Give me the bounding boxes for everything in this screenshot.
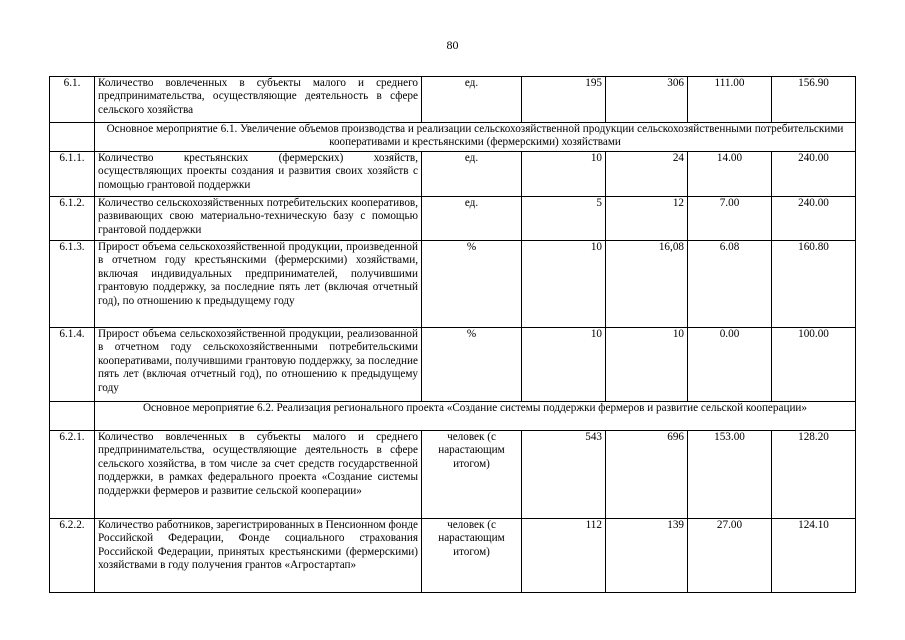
delta-value-cell: 6.08 xyxy=(688,241,772,328)
section-title: Основное мероприятие 6.2. Реализация регионального проекта «Создание системы поддержки фермеров и развитие сельской кооперации» xyxy=(95,402,856,431)
table-row xyxy=(50,431,856,519)
unit-cell: человек (с нарастающим итогом) xyxy=(422,431,522,519)
table-row xyxy=(50,77,856,123)
unit-cell: ед. xyxy=(422,77,522,123)
base-value-cell: 5 xyxy=(522,197,606,241)
base-value-cell: 195 xyxy=(522,77,606,123)
percent-value-cell: 160.80 xyxy=(772,241,856,328)
unit-cell: ед. xyxy=(422,152,522,197)
indicator-name: Количество сельскохозяйственных потребительских кооперативов, развивающих свою материально-техническую базу с помощью грантовой поддержки xyxy=(95,197,422,241)
indicator-name: Количество вовлеченных в субъекты малого и среднего предпринимательства, осуществляющие деятельность в сфере сельского хозяйства, в том числе за счет средств государственной поддержки, в рамках федерального проекта «Создание системы поддержки фермеров и развитие сельской кооперации» xyxy=(95,431,422,519)
delta-value-cell: 7.00 xyxy=(688,197,772,241)
plan-value-cell: 24 xyxy=(606,152,688,197)
base-value-cell: 10 xyxy=(522,152,606,197)
plan-value-cell: 139 xyxy=(606,519,688,593)
table-row xyxy=(50,197,856,241)
delta-value-cell: 0.00 xyxy=(688,328,772,402)
row-number: 6.2.1. xyxy=(50,431,95,519)
section-row xyxy=(50,402,856,431)
plan-value-cell: 10 xyxy=(606,328,688,402)
row-number: 6.1. xyxy=(50,77,95,123)
table-row xyxy=(50,519,856,593)
table-row xyxy=(50,328,856,402)
table-row xyxy=(50,241,856,328)
row-number: 6.1.3. xyxy=(50,241,95,328)
indicator-name: Количество крестьянских (фермерских) хозяйств, осуществляющих проекты создания и развития своих хозяйств с помощью грантовой поддержки xyxy=(95,152,422,197)
delta-value-cell: 153.00 xyxy=(688,431,772,519)
base-value-cell: 543 xyxy=(522,431,606,519)
indicator-name: Количество вовлеченных в субъекты малого и среднего предпринимательства, осуществляющие деятельность в сфере сельского хозяйства xyxy=(95,77,422,123)
indicator-name: Прирост объема сельскохозяйственной продукции, реализованной в отчетном году сельскохозяйственными потребительскими кооперативами, получившими грантовую поддержку, за последние пять лет (включая отчетный год), по отношению к предыдущему году xyxy=(95,328,422,402)
unit-cell: % xyxy=(422,328,522,402)
percent-value-cell: 128.20 xyxy=(772,431,856,519)
section-row xyxy=(50,123,856,152)
unit-cell: ед. xyxy=(422,197,522,241)
table-row xyxy=(50,152,856,197)
indicator-name: Количество работников, зарегистрированных в Пенсионном фонде Российской Федерации, Фонде социального страхования Российской Федерации, принятых крестьянскими (фермерскими) хозяйствами в году получения грантов «Агростартап» xyxy=(95,519,422,593)
section-title: Основное мероприятие 6.1. Увеличение объемов производства и реализации сельскохозяйственной продукции сельскохозяйственными потребительскими кооперативами и крестьянскими (фермерскими) хозяйствами xyxy=(95,123,856,152)
row-number: 6.1.4. xyxy=(50,328,95,402)
unit-cell: человек (с нарастающим итогом) xyxy=(422,519,522,593)
plan-value-cell: 16,08 xyxy=(606,241,688,328)
percent-value-cell: 124.10 xyxy=(772,519,856,593)
unit-cell: % xyxy=(422,241,522,328)
section-number-cell xyxy=(50,402,95,431)
row-number: 6.1.2. xyxy=(50,197,95,241)
indicator-name: Прирост объема сельскохозяйственной продукции, произведенной в отчетном году крестьянскими (фермерскими) хозяйствами, включая индивидуальных предпринимателей, получившими грантовую поддержку, за последние пять лет (включая отчетный год), по отношению к предыдущему году xyxy=(95,241,422,328)
delta-value-cell: 111.00 xyxy=(688,77,772,123)
delta-value-cell: 27.00 xyxy=(688,519,772,593)
percent-value-cell: 100.00 xyxy=(772,328,856,402)
indicators-table xyxy=(49,76,856,593)
plan-value-cell: 12 xyxy=(606,197,688,241)
plan-value-cell: 696 xyxy=(606,431,688,519)
page-number: 80 xyxy=(446,38,459,52)
percent-value-cell: 240.00 xyxy=(772,152,856,197)
plan-value-cell: 306 xyxy=(606,77,688,123)
percent-value-cell: 156.90 xyxy=(772,77,856,123)
percent-value-cell: 240.00 xyxy=(772,197,856,241)
base-value-cell: 10 xyxy=(522,241,606,328)
delta-value-cell: 14.00 xyxy=(688,152,772,197)
base-value-cell: 10 xyxy=(522,328,606,402)
row-number: 6.2.2. xyxy=(50,519,95,593)
base-value-cell: 112 xyxy=(522,519,606,593)
section-number-cell xyxy=(50,123,95,152)
row-number: 6.1.1. xyxy=(50,152,95,197)
